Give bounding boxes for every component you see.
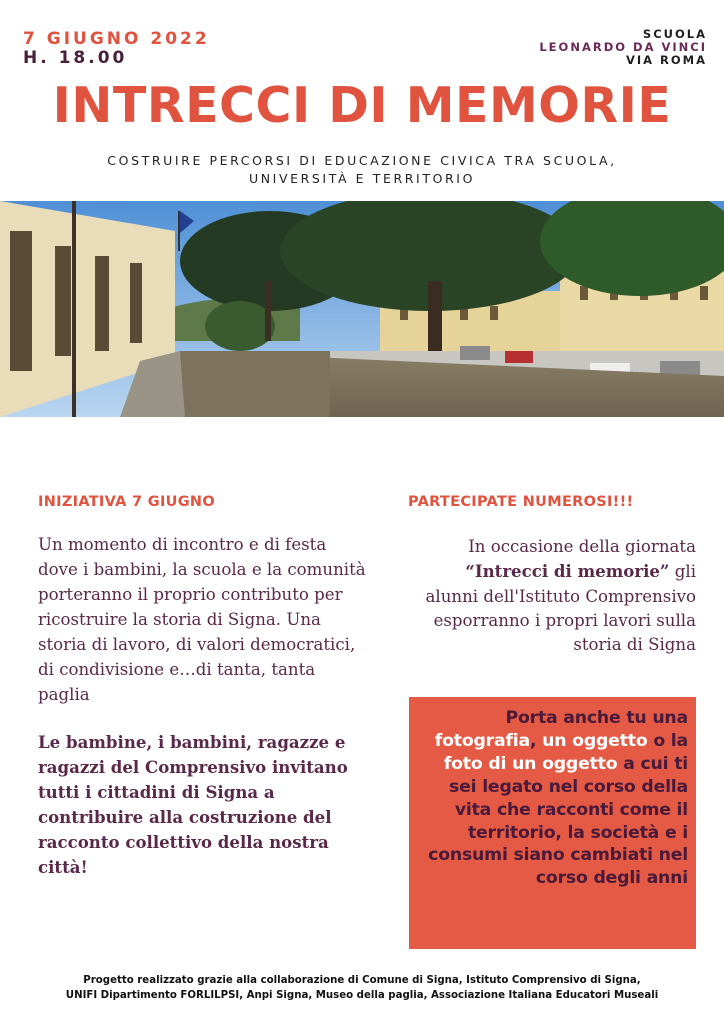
participate-text-start: In occasione della giornata <box>468 537 696 556</box>
participate-description <box>408 535 696 657</box>
initiative-heading: INIZIATIVA 7 GIUGNO <box>38 494 215 510</box>
school-label: SCUOLA <box>642 27 707 41</box>
callout-highlight-object-photo: foto di un oggetto <box>443 753 618 774</box>
participate-heading: PARTECIPATE NUMEROSI!!! <box>408 494 634 510</box>
participate-section <box>408 494 696 657</box>
event-date: 7 GIUGNO 2022 <box>23 29 210 49</box>
credits-footer <box>0 973 724 1003</box>
initiative-section <box>38 494 368 880</box>
page-subtitle <box>0 152 724 188</box>
callout-text-1: Porta anche tu una <box>505 708 688 728</box>
school-name: LEONARDO DA VINCI <box>539 40 707 54</box>
subtitle-line-1: COSTRUIRE PERCORSI DI EDUCAZIONE CIVICA TRA SCUOLA, <box>107 153 617 168</box>
page-title: INTRECCI DI MEMORIE <box>52 77 672 134</box>
initiative-description: Un momento di incontro e di festa dove i bambini, la scuola e la comunità porteranno il proprio contributo per ricostruire la storia di Signa. Una storia di lavoro, di valori democratici, di condivisione e…di tanta, tanta paglia <box>38 535 366 704</box>
school-courtyard-photo <box>0 201 724 417</box>
event-time: H. 18.00 <box>23 48 128 68</box>
participate-text-end: gli alunni dell'Istituto Comprensivo esporranno i propri lavori sulla storia di Signa <box>425 562 696 655</box>
callout-text-4: a cui ti sei legato nel corso della vita che racconti come il territorio, la società e i consumi siano cambiati nel corso degli anni <box>428 753 688 889</box>
invitation-text: Le bambine, i bambini, ragazze e ragazzi del Comprensivo invitano tutti i cittadini di Signa a contribuire alla costruzione del racconto collettivo della nostra città! <box>38 732 348 877</box>
event-date-time <box>23 30 210 68</box>
callout-highlight-object: un oggetto <box>542 730 648 751</box>
participate-event-name: “Intrecci di memorie” <box>465 561 670 582</box>
callout-text-2: , <box>529 730 543 751</box>
school-address <box>539 28 707 67</box>
school-street: VIA ROMA <box>625 53 707 67</box>
call-to-action-box <box>409 697 696 949</box>
footer-line-1: Progetto realizzato grazie alla collaborazione di Comune di Signa, Istituto Comprensivo di Signa, <box>83 975 641 986</box>
callout-text-3: o la <box>647 730 688 751</box>
footer-line-2: UNIFI Dipartimento FORLILPSI, Anpi Signa, Museo della paglia, Associazione Italiana Educatori Museali <box>65 990 659 1001</box>
callout-highlight-photo: fotografia <box>434 730 530 751</box>
subtitle-line-2: UNIVERSITÀ E TERRITORIO <box>248 171 476 186</box>
